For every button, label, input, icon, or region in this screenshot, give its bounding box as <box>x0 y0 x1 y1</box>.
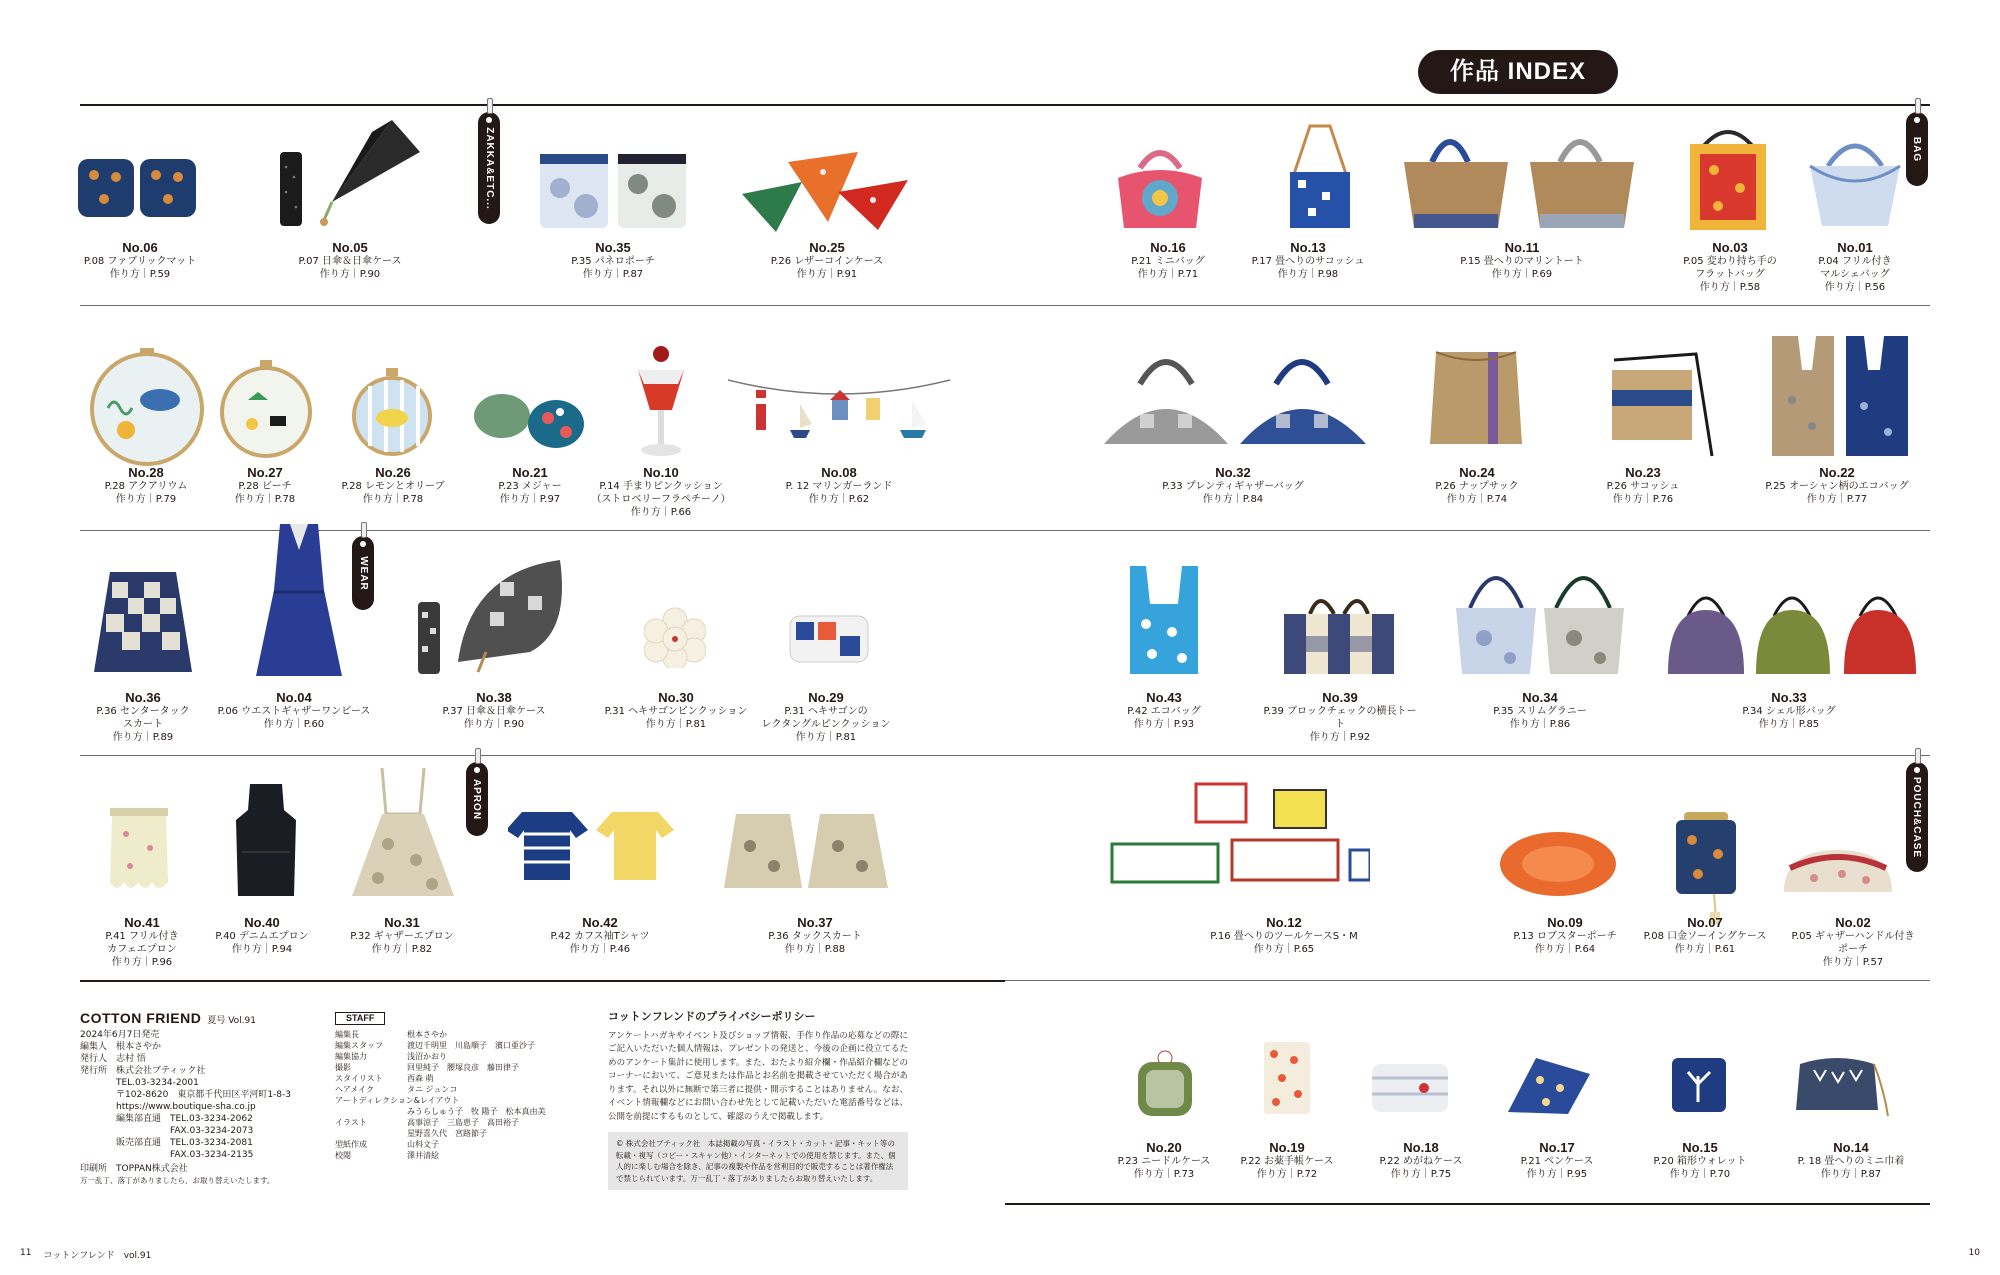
staff-role: イラスト <box>335 1118 367 1127</box>
gather-handle-pouch-image <box>1780 842 1896 898</box>
item-howto: 作り方｜P.96 <box>111 957 173 968</box>
leather-coin-case-image <box>738 112 918 232</box>
item-howto: 作り方｜P.98 <box>1277 269 1339 280</box>
tape-measure-image <box>472 378 588 458</box>
item-name: P.13 ロブスターポーチ <box>1513 931 1617 942</box>
item-number: No.11 <box>1504 240 1540 255</box>
item-name: P.25 オーシャン柄のエコバッグ <box>1765 481 1909 492</box>
item-name: P.35 パネロポーチ <box>571 256 655 267</box>
staff-names: 浅沼かおり <box>407 1052 447 1061</box>
colophon-line: TEL.03-3234-2001 <box>116 1078 199 1088</box>
marine-tote-image <box>1400 122 1640 232</box>
staff-role <box>335 1128 407 1139</box>
item-howto: 作り方｜P.73 <box>1133 1169 1195 1180</box>
item-howto: 作り方｜P.71 <box>1137 269 1199 280</box>
item-number: No.31 <box>384 915 420 930</box>
item-number: No.35 <box>595 240 631 255</box>
colophon-line: 〒102-8620 東京都千代田区平河町1-8-3 <box>116 1090 292 1100</box>
catalog-item[interactable] <box>735 915 895 956</box>
item-number: No.38 <box>476 690 512 705</box>
item-name: P.42 カフス袖Tシャツ <box>550 931 650 942</box>
item-howto: 作り方｜P.74 <box>1446 494 1508 505</box>
item-number: No.43 <box>1146 690 1182 705</box>
denim-apron-image <box>234 780 298 898</box>
item-number: No.09 <box>1547 915 1583 930</box>
patchwork-parasol-image <box>410 552 564 678</box>
staff-names: 澤井清絵 <box>407 1151 439 1160</box>
item-name: P.33 プレンティギャザーバッグ <box>1162 481 1304 492</box>
staff-role: 校閲 <box>335 1151 351 1160</box>
item-howto: 作り方｜P.91 <box>796 269 858 280</box>
item-howto: 作り方｜P.70 <box>1669 1169 1731 1180</box>
catalog-item[interactable] <box>1088 240 1248 281</box>
item-name: P.36 センタータック スカート <box>96 706 190 730</box>
tatami-sacoche-image <box>1280 122 1360 232</box>
item-number: No.07 <box>1687 915 1723 930</box>
catalog-item[interactable] <box>1084 690 1244 731</box>
item-howto: 作り方｜P.85 <box>1758 719 1820 730</box>
privacy-policy <box>608 1010 908 1190</box>
item-howto: 作り方｜P.90 <box>319 269 381 280</box>
catalog-item[interactable] <box>60 240 220 281</box>
item-number: No.20 <box>1146 1140 1182 1155</box>
tag-zakka: ZAKKA&ETC... <box>478 112 500 224</box>
mini-drawstring-bag-image <box>1784 1050 1890 1120</box>
item-name: P.23 メジャー <box>498 481 562 492</box>
item-number: No.25 <box>809 240 845 255</box>
catalog-item[interactable] <box>1485 915 1645 956</box>
item-number: No.23 <box>1625 465 1661 480</box>
pen-case-image <box>1506 1054 1592 1116</box>
catalog-item[interactable] <box>1757 465 1917 506</box>
item-number: No.32 <box>1215 465 1251 480</box>
colophon-line: 印刷所 TOPPAN株式会社 <box>80 1164 188 1174</box>
item-number: No.03 <box>1712 240 1748 255</box>
item-number: No.08 <box>821 465 857 480</box>
colophon-line: https://www.boutique-sha.co.jp <box>116 1102 256 1112</box>
panel-pouch-image <box>538 150 688 232</box>
item-howto: 作り方｜P.75 <box>1390 1169 1452 1180</box>
item-number: No.21 <box>512 465 548 480</box>
item-name: P.22 めがねケース <box>1379 1156 1463 1167</box>
staff-names: 高事涼子 三島恵子 高田裕子 <box>407 1118 519 1127</box>
tuck-skirt-image <box>722 808 890 890</box>
catalog-item[interactable] <box>1460 690 1620 731</box>
lemon-olive-embroidery-image <box>350 366 434 460</box>
item-number: No.22 <box>1819 465 1855 480</box>
page-number-right: 10 <box>1968 1248 1980 1258</box>
row-divider <box>1005 980 1930 981</box>
item-number: No.41 <box>124 915 160 930</box>
item-number: No.33 <box>1771 690 1807 705</box>
privacy-body: アンケートハガキやイベント及びショップ情報、手作り作品の応募などの際にご記入いただいた個人情報は、プレゼントの発送と、今後の企画に役立てるためのアンケート集計に使用します。また、おたより紹介欄・作品紹介欄などのコーナーにおいて、ご意見または作品とお名前を掲載させていただく場合があります。それ以外に無断で第三者に提供・開示することはありません。なお、イベント情報欄などにお問い合わせ先として記載いただいた電話番号などは、公開を前提にするものとして、確認のうえで掲載します。 <box>608 1030 908 1122</box>
gather-apron-image <box>348 764 458 898</box>
page-number-left: 11 <box>20 1248 32 1258</box>
item-howto: 作り方｜P.95 <box>1526 1169 1588 1180</box>
item-howto: 作り方｜P.90 <box>463 719 525 730</box>
item-number: No.04 <box>276 690 312 705</box>
catalog-item[interactable] <box>1775 240 1935 294</box>
catalog-item[interactable] <box>581 465 741 519</box>
catalog-item[interactable] <box>1620 1140 1780 1181</box>
item-howto: 作り方｜P.93 <box>1133 719 1195 730</box>
item-name: P.26 レザーコインケース <box>770 256 884 267</box>
needle-case-image <box>1134 1048 1196 1118</box>
item-name: P.17 畳へりのサコッシュ <box>1251 256 1365 267</box>
staff-names: 渡辺千明里 川島順子 濱口亜沙子 <box>407 1041 535 1050</box>
colophon-line: FAX.03-3234-2073 <box>170 1126 254 1136</box>
item-name: P.40 デニムエプロン <box>215 931 309 942</box>
item-number: No.42 <box>582 915 618 930</box>
colophon-line: 編集人 根本さやか <box>80 1042 162 1052</box>
item-name: P.05 変わり持ち手の フラットバッグ <box>1683 256 1777 280</box>
item-howto: 作り方｜P.69 <box>1491 269 1553 280</box>
item-name: P.42 エコバッグ <box>1127 706 1201 717</box>
flat-bag-image <box>1682 118 1774 232</box>
item-howto: 作り方｜P.72 <box>1256 1169 1318 1180</box>
item-howto: 作り方｜P.59 <box>109 269 171 280</box>
staff-role: 型紙作成 <box>335 1140 367 1149</box>
staff-role: 撮影 <box>335 1063 351 1072</box>
catalog-item[interactable] <box>747 240 907 281</box>
item-number: No.06 <box>122 240 158 255</box>
staff-names: 回里純子 腰塚良彦 藤田律子 <box>407 1063 519 1072</box>
item-howto: 作り方｜P.65 <box>1253 944 1315 955</box>
staff-credits <box>335 1012 546 1161</box>
item-number: No.15 <box>1682 1140 1718 1155</box>
catalog-item[interactable] <box>1442 240 1602 281</box>
medicine-book-case-image <box>1262 1040 1312 1116</box>
row-divider <box>80 755 1930 756</box>
tag-pouch-case: POUCH&CASE <box>1906 762 1928 872</box>
sewing-case-image <box>1670 808 1742 926</box>
item-name: P.39 ブロックチェックの横長トート <box>1263 706 1417 730</box>
item-name: P.31 ヘキサゴンピンクッション <box>604 706 748 717</box>
item-howto: 作り方｜P.97 <box>499 494 561 505</box>
catalog-item[interactable] <box>1204 915 1364 956</box>
item-howto: 作り方｜P.84 <box>1202 494 1264 505</box>
item-number: No.28 <box>128 465 164 480</box>
beach-embroidery-image <box>218 360 314 460</box>
magazine-logo: COTTON FRIEND <box>80 1010 202 1026</box>
item-name: P.28 ビーチ <box>238 481 292 492</box>
item-number: No.10 <box>643 465 679 480</box>
sacoche-image <box>1600 340 1716 460</box>
staff-role: 編集スタッフ <box>335 1041 383 1050</box>
catalog-item[interactable] <box>1477 1140 1637 1181</box>
item-number: No.18 <box>1403 1140 1439 1155</box>
tag-apron: APRON <box>466 762 488 836</box>
item-number: No.30 <box>658 690 694 705</box>
catalog-item[interactable] <box>533 240 693 281</box>
item-howto: 作り方｜P.82 <box>371 944 433 955</box>
item-howto: 作り方｜P.57 <box>1822 957 1884 968</box>
catalog-item[interactable] <box>520 915 680 956</box>
tool-case-image <box>1110 780 1370 896</box>
staff-heading: STAFF <box>335 1012 385 1025</box>
item-number: No.26 <box>375 465 411 480</box>
item-number: No.17 <box>1539 1140 1575 1155</box>
item-name: P.06 ウエストギャザーワンピース <box>217 706 371 717</box>
marine-garland-image <box>726 374 952 450</box>
item-number: No.29 <box>808 690 844 705</box>
catalog-item[interactable] <box>214 690 374 731</box>
item-number: No.39 <box>1322 690 1358 705</box>
item-name: P.28 アクアリウム <box>104 481 188 492</box>
item-howto: 作り方｜P.79 <box>115 494 177 505</box>
colophon-line: 発行所 株式会社ブティック社 <box>80 1066 206 1076</box>
slim-granny-image <box>1450 554 1630 678</box>
item-name: P.36 タックスカート <box>768 931 862 942</box>
item-number: No.13 <box>1290 240 1326 255</box>
catalog-item[interactable] <box>322 915 482 956</box>
colophon-line: 編集部直通 TEL.03-3234-2062 <box>116 1114 253 1124</box>
item-number: No.12 <box>1266 915 1302 930</box>
colophon-line: 2024年6月7日発売 <box>80 1030 160 1040</box>
item-name: P.21 ミニバッグ <box>1131 256 1205 267</box>
shell-bag-image <box>1664 580 1934 678</box>
item-number: No.24 <box>1459 465 1495 480</box>
item-howto: 作り方｜P.62 <box>808 494 870 505</box>
colophon-line: 発行人 志村 悟 <box>80 1054 146 1064</box>
frill-cafe-apron-image <box>106 804 172 896</box>
row-divider <box>80 305 1930 306</box>
top-rule <box>80 104 1930 106</box>
staff-role: 編集長 <box>335 1030 359 1039</box>
item-name: P.34 シェル形バッグ <box>1742 706 1836 717</box>
aquarium-embroidery-image <box>88 348 206 466</box>
item-howto: 作り方｜P.66 <box>630 507 692 518</box>
item-howto: 作り方｜P.78 <box>362 494 424 505</box>
catalog-item[interactable] <box>1771 1140 1931 1181</box>
page-title: 作品 INDEX <box>1418 50 1618 94</box>
item-howto: 作り方｜P.94 <box>231 944 293 955</box>
item-name: P.35 スリムグラニー <box>1493 706 1587 717</box>
item-howto: 作り方｜P.46 <box>569 944 631 955</box>
staff-names: 星野喜久代 宮路節子 <box>407 1129 487 1138</box>
staff-role: スタイリスト <box>335 1074 383 1083</box>
item-name: P.21 ペンケース <box>1520 1156 1594 1167</box>
item-name: P.08 ファブリックマット <box>83 256 197 267</box>
parasol-image <box>272 112 422 232</box>
item-number: No.27 <box>247 465 283 480</box>
item-howto: 作り方｜P.92 <box>1309 732 1371 743</box>
item-number: No.34 <box>1522 690 1558 705</box>
staff-names: 根本さやか <box>407 1030 447 1039</box>
item-number: No.37 <box>797 915 833 930</box>
fabric-mat-image <box>76 155 200 225</box>
item-name: P.28 レモンとオリーブ <box>341 481 445 492</box>
item-howto: 作り方｜P.86 <box>1509 719 1571 730</box>
catalog-item[interactable] <box>1260 690 1420 744</box>
item-name: P. 18 畳へりのミニ巾着 <box>1797 1156 1905 1167</box>
catalog-item[interactable] <box>1228 240 1388 281</box>
item-howto: 作り方｜P.64 <box>1534 944 1596 955</box>
item-number: No.01 <box>1837 240 1873 255</box>
item-name: P.16 畳へりのツールケースS・M <box>1210 931 1358 942</box>
staff-role: 編集協力 <box>335 1052 367 1061</box>
gather-dress-image <box>254 520 344 678</box>
item-howto: 作り方｜P.81 <box>795 732 857 743</box>
item-name: P.23 ニードルケース <box>1117 1156 1211 1167</box>
colophon-line: FAX.03-3234-2135 <box>170 1150 254 1160</box>
catalog-item[interactable] <box>63 690 223 744</box>
catalog-item[interactable] <box>1397 465 1557 506</box>
item-number: No.05 <box>332 240 368 255</box>
center-tuck-skirt-image <box>92 568 194 676</box>
privacy-note: © 株式会社ブティック社 本誌掲載の写真・イラスト・カット・記事・キット等の転載・複写（コピー・スキャン他）・インターネットでの使用を禁じます。また、個人的に楽しむ場合を除き、記事の複製や作品を営利目的で販売することは著作権法で禁じられています。万一乱丁・落丁がありましたらお取り替えいたします。 <box>608 1132 908 1190</box>
block-check-tote-image <box>1280 584 1398 676</box>
catalog-item[interactable] <box>1773 915 1933 969</box>
item-name: P.20 箱形ウォレット <box>1653 1156 1747 1167</box>
right-bottom-rule <box>1005 1203 1930 1205</box>
catalog-item[interactable] <box>270 240 430 281</box>
item-name: P.32 ギャザーエプロン <box>350 931 454 942</box>
catalog-item[interactable] <box>414 690 574 731</box>
rectangle-pincushion-image <box>788 610 870 666</box>
catalog-item[interactable] <box>759 465 919 506</box>
tag-wear: WEAR <box>352 536 374 610</box>
item-howto: 作り方｜P.81 <box>645 719 707 730</box>
catalog-item[interactable] <box>1563 465 1723 506</box>
ocean-eco-bag-image <box>1768 330 1912 462</box>
item-name: P.14 手まりピンクッション （ストロベリーフラペチーノ） <box>591 481 731 505</box>
catalog-item[interactable] <box>1153 465 1313 506</box>
footer-left <box>20 1248 151 1261</box>
tag-bag: BAG <box>1906 112 1928 186</box>
catalog-item[interactable] <box>1625 915 1785 956</box>
item-howto: 作り方｜P.89 <box>112 732 174 743</box>
row-divider <box>80 530 1930 531</box>
item-name: P.05 ギャザーハンドル付き ポーチ <box>1791 931 1915 955</box>
cuff-sleeve-tshirt-image <box>508 808 678 884</box>
item-name: P.04 フリル付き マルシェバッグ <box>1818 256 1892 280</box>
staff-names: タニ ジュンコ <box>407 1085 458 1094</box>
strawberry-pincushion-image <box>632 340 690 462</box>
issue-label: 夏号 Vol.91 <box>207 1016 256 1026</box>
item-name: P.26 サコッシュ <box>1606 481 1680 492</box>
item-howto: 作り方｜P.87 <box>1820 1169 1882 1180</box>
item-howto: 作り方｜P.76 <box>1612 494 1674 505</box>
item-number: No.19 <box>1269 1140 1305 1155</box>
staff-role: ヘアメイク <box>335 1085 374 1094</box>
item-name: P.26 ナップサック <box>1435 481 1519 492</box>
staff-names: みうらしゅう子 牧 陽子 松本真由美 <box>407 1107 546 1116</box>
marche-bag-image <box>1800 126 1910 232</box>
magazine-name: コットンフレンド vol.91 <box>43 1251 152 1261</box>
item-number: No.02 <box>1835 915 1871 930</box>
colophon-line: 販売部直通 TEL.03-3234-2081 <box>116 1138 253 1148</box>
item-name: P.37 日傘＆日傘ケース <box>442 706 546 717</box>
item-name: P.08 口金ソーイングケース <box>1643 931 1767 942</box>
item-howto: 作り方｜P.88 <box>784 944 846 955</box>
colophon-line: 万一乱丁、落丁がありましたら、お取り替えいたします。 <box>80 1176 275 1185</box>
item-howto: 作り方｜P.87 <box>582 269 644 280</box>
catalog-item[interactable] <box>1709 690 1869 731</box>
staff-role: アートディレクション&レイアウト <box>335 1096 460 1105</box>
item-number: No.16 <box>1150 240 1186 255</box>
item-name: P.07 日傘＆日傘ケース <box>298 256 402 267</box>
item-howto: 作り方｜P.77 <box>1806 494 1868 505</box>
catalog-item[interactable] <box>182 915 342 956</box>
glasses-case-image <box>1370 1058 1450 1116</box>
gather-bag-image <box>1100 344 1370 454</box>
catalog-item[interactable] <box>313 465 473 506</box>
item-number: No.36 <box>125 690 161 705</box>
lobster-pouch-image <box>1496 828 1618 900</box>
item-number: No.14 <box>1833 1140 1869 1155</box>
catalog-item[interactable] <box>746 690 906 744</box>
eco-bag-image <box>1128 560 1200 676</box>
left-bottom-rule <box>80 980 1005 982</box>
knapsack-image <box>1422 344 1530 456</box>
catalog-item[interactable] <box>596 690 756 731</box>
item-howto: 作り方｜P.61 <box>1674 944 1736 955</box>
staff-names: 西森 萌 <box>407 1074 434 1083</box>
staff-names: 山科文子 <box>407 1140 439 1149</box>
item-name: P.31 ヘキサゴンの レクタングルピンクッション <box>761 706 891 730</box>
colophon <box>80 1012 291 1187</box>
box-wallet-image <box>1670 1054 1728 1114</box>
item-howto: 作り方｜P.58 <box>1699 282 1761 293</box>
item-howto: 作り方｜P.60 <box>263 719 325 730</box>
mini-bag-image <box>1112 138 1208 232</box>
item-number: No.40 <box>244 915 280 930</box>
item-name: P.41 フリル付き カフェエプロン <box>105 931 179 955</box>
item-name: P.15 畳へりのマリントート <box>1460 256 1584 267</box>
item-name: P. 12 マリンガーランド <box>785 481 893 492</box>
item-howto: 作り方｜P.78 <box>234 494 296 505</box>
item-name: P.22 お薬手帳ケース <box>1240 1156 1334 1167</box>
hexagon-pincushion-image <box>644 606 706 668</box>
item-howto: 作り方｜P.56 <box>1824 282 1886 293</box>
privacy-title: コットンフレンドのプライバシーポリシー <box>608 1010 816 1023</box>
